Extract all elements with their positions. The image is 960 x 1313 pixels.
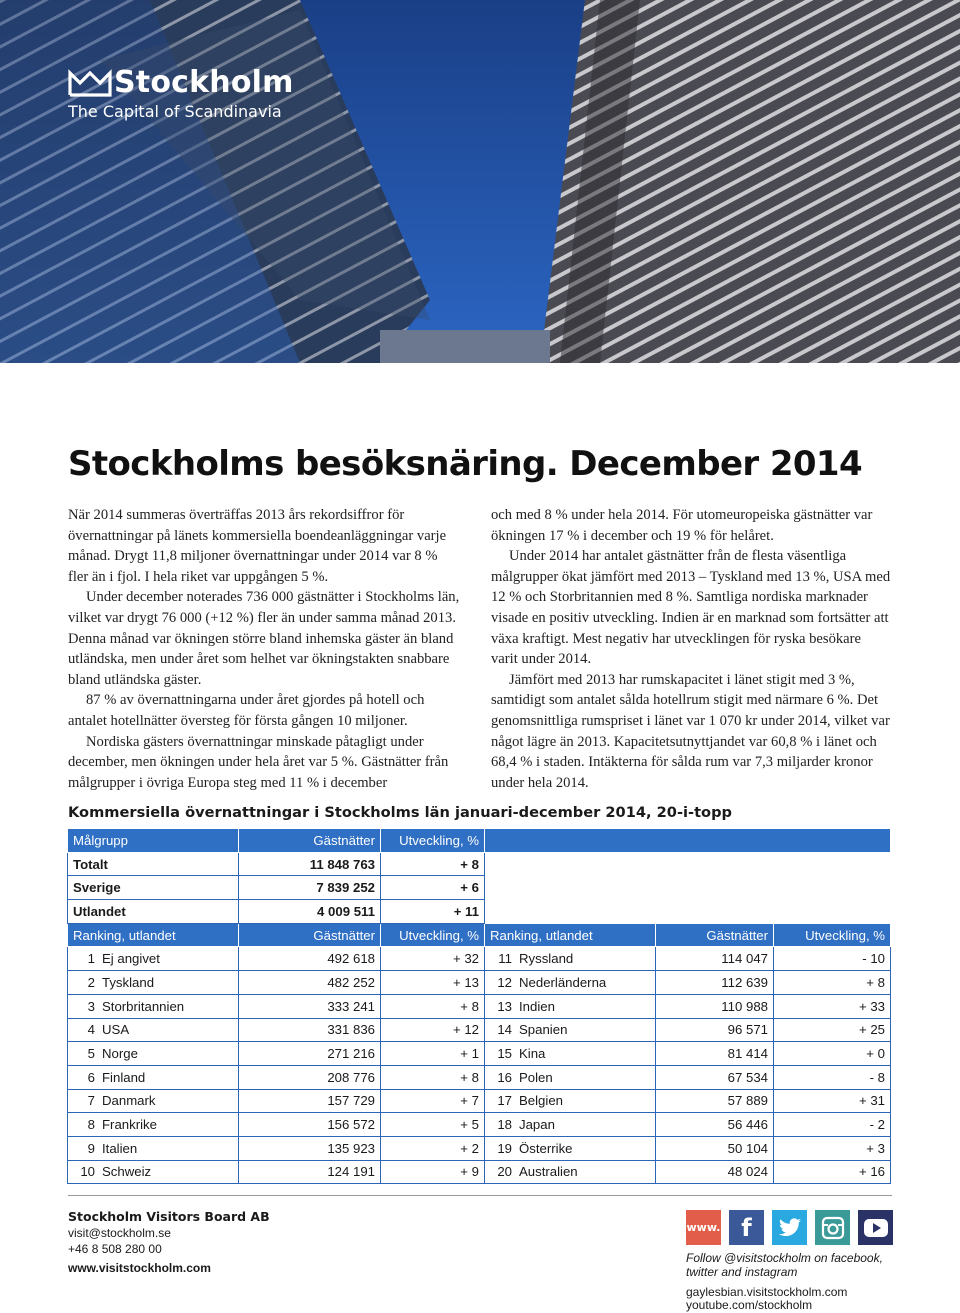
- nights-cell: 135 923: [239, 1136, 381, 1160]
- country-name: Spanien: [519, 1022, 568, 1038]
- country-name: Kina: [519, 1046, 546, 1062]
- header-cell-empty: [485, 829, 891, 853]
- country-cell: [485, 1113, 656, 1137]
- nights-cell: 333 241: [239, 994, 381, 1018]
- body-column-right: [491, 505, 891, 793]
- country-name: USA: [102, 1022, 130, 1038]
- dev-cell: + 12: [381, 1018, 485, 1042]
- country-cell: [68, 1160, 239, 1184]
- org-name: Stockholm Visitors Board AB: [68, 1209, 270, 1224]
- dev-cell: + 8: [774, 971, 891, 995]
- facebook-icon[interactable]: f: [729, 1210, 764, 1245]
- ranking-header-dev: Utveckling, %: [381, 923, 485, 947]
- country-cell: [485, 1089, 656, 1113]
- rank-number: 5: [87, 1046, 95, 1062]
- rank-number: 3: [87, 998, 95, 1014]
- table-title: Kommersiella övernattningar i Stockholms län januari-december 2014, 20-i-topp: [68, 804, 732, 821]
- summary-name: Sverige: [68, 876, 239, 900]
- brand-name: Stockholm: [114, 65, 294, 100]
- table-row: [68, 947, 891, 971]
- rank-number: 16: [497, 1069, 512, 1085]
- nights-cell: 157 729: [239, 1089, 381, 1113]
- ranking-header-row: [68, 923, 891, 947]
- site-link[interactable]: youtube.com/stockholm: [686, 1298, 813, 1312]
- dev-cell: + 13: [381, 971, 485, 995]
- phone-number: +46 8 508 280 00: [68, 1242, 162, 1256]
- country-cell: [485, 1136, 656, 1160]
- nights-cell: 124 191: [239, 1160, 381, 1184]
- footer-contact: [68, 1209, 270, 1276]
- country-name: Indien: [519, 998, 555, 1014]
- dev-cell: - 10: [774, 947, 891, 971]
- header-cell-group: Målgrupp: [68, 829, 239, 853]
- ranking-header-group: Ranking, utlandet: [68, 923, 239, 947]
- youtube-icon[interactable]: [858, 1210, 893, 1245]
- country-name: Frankrike: [102, 1117, 157, 1133]
- dev-cell: + 31: [774, 1089, 891, 1113]
- nights-cell: 114 047: [656, 947, 774, 971]
- rank-number: 18: [497, 1117, 512, 1133]
- table-row: [68, 1160, 891, 1184]
- summary-name: Totalt: [68, 852, 239, 876]
- follow-line: Follow @visitstockholm on facebook,: [686, 1251, 883, 1265]
- nights-cell: 50 104: [656, 1136, 774, 1160]
- overnight-stays-table: [67, 828, 891, 1184]
- table-row: [68, 1136, 891, 1160]
- summary-nights: 11 848 763: [239, 852, 381, 876]
- country-name: Japan: [519, 1117, 555, 1133]
- dev-cell: + 25: [774, 1018, 891, 1042]
- summary-row: [68, 900, 891, 924]
- nights-cell: 96 571: [656, 1018, 774, 1042]
- country-name: Italien: [102, 1140, 138, 1156]
- rank-number: 17: [497, 1093, 512, 1109]
- country-name: Norge: [102, 1046, 138, 1062]
- site-link[interactable]: gaylesbian.visitstockholm.com: [686, 1285, 848, 1299]
- nights-cell: 156 572: [239, 1113, 381, 1137]
- summary-dev: + 8: [381, 852, 485, 876]
- empty-cell: [485, 876, 891, 900]
- social-icons: [686, 1210, 901, 1245]
- table-row: [68, 1089, 891, 1113]
- country-name: Schweiz: [102, 1164, 152, 1180]
- dev-cell: + 9: [381, 1160, 485, 1184]
- dev-cell: + 0: [774, 1042, 891, 1066]
- summary-row: [68, 852, 891, 876]
- summary-dev: + 11: [381, 900, 485, 924]
- nights-cell: 492 618: [239, 947, 381, 971]
- country-name: Ej angivet: [102, 951, 160, 967]
- paragraph: Jämfört med 2013 har rumskapacitet i länet stigit med 3 %, samtidigt som antalet sålda hotellrum stigit med närmare 6 %. Det genomsnittliga rumspriset i länet var 1 070 kr under 2014, vilket var något lägre än 2013. Kapacitetsutnyttjandet var 60,8 % i länet och 68,4 % i staden. Intäkterna för sålda rum var 7,3 miljarder kronor under hela 2014.: [491, 671, 890, 791]
- website-link[interactable]: www.visitstockholm.com: [68, 1261, 211, 1275]
- footer-divider: [68, 1195, 892, 1196]
- country-cell: [68, 1065, 239, 1089]
- summary-name: Utlandet: [68, 900, 239, 924]
- country-name: Belgien: [519, 1093, 563, 1109]
- country-cell: [485, 1160, 656, 1184]
- country-cell: [68, 947, 239, 971]
- country-name: Tyskland: [102, 974, 155, 990]
- page-title: Stockholms besöksnäring. December 2014: [68, 444, 863, 484]
- rank-number: 19: [497, 1140, 512, 1156]
- rank-number: 1: [87, 951, 95, 967]
- dev-cell: - 2: [774, 1113, 891, 1137]
- nights-cell: 482 252: [239, 971, 381, 995]
- table-row: [68, 1113, 891, 1137]
- country-name: Storbritannien: [102, 998, 185, 1014]
- country-name: Australien: [519, 1164, 578, 1180]
- table-row: [68, 994, 891, 1018]
- nights-cell: 57 889: [656, 1089, 774, 1113]
- paragraph: 87 % av övernattningarna under året gjordes på hotell och antalet hotellnätter översteg för första gången 10 miljoner.: [68, 692, 425, 729]
- nights-cell: 81 414: [656, 1042, 774, 1066]
- table-row: [68, 1042, 891, 1066]
- dev-cell: + 2: [381, 1136, 485, 1160]
- nights-cell: 112 639: [656, 971, 774, 995]
- nights-cell: 67 534: [656, 1065, 774, 1089]
- follow-text: [686, 1252, 883, 1279]
- country-name: Nederländerna: [519, 974, 607, 990]
- rank-number: 20: [497, 1164, 512, 1180]
- hero-photo: [0, 0, 960, 363]
- country-name: Polen: [519, 1069, 553, 1085]
- paragraph: Under 2014 har antalet gästnätter från de flesta väsentliga målgrupper ökat jämfört med 2013 – Tyskland med 13 %, USA med 12 % och Storbritannien med 8 %. Samtliga nordiska marknader visade en positiv utveckling. Indien är en marknad som fortsätter att växa kraftigt. Mest negativ har utvecklingen för ryska besökare varit under 2014.: [491, 548, 891, 668]
- nights-cell: 208 776: [239, 1065, 381, 1089]
- rank-number: 9: [87, 1140, 95, 1156]
- country-cell: [68, 1089, 239, 1113]
- dev-cell: + 8: [381, 1065, 485, 1089]
- country-cell: [68, 994, 239, 1018]
- nights-cell: 48 024: [656, 1160, 774, 1184]
- summary-dev: + 6: [381, 876, 485, 900]
- dev-cell: + 32: [381, 947, 485, 971]
- rank-number: 15: [497, 1046, 512, 1062]
- country-name: Finland: [102, 1069, 146, 1085]
- www-icon[interactable]: www.: [686, 1210, 721, 1245]
- rank-number: 13: [497, 998, 512, 1014]
- nights-cell: 331 836: [239, 1018, 381, 1042]
- dev-cell: - 8: [774, 1065, 891, 1089]
- rank-number: 12: [497, 974, 512, 990]
- empty-cell: [485, 900, 891, 924]
- empty-cell: [485, 852, 891, 876]
- country-cell: [68, 1136, 239, 1160]
- rank-number: 10: [80, 1164, 95, 1180]
- rank-number: 14: [497, 1022, 512, 1038]
- crown-icon: [68, 69, 112, 97]
- country-cell: [68, 1113, 239, 1137]
- email-link[interactable]: visit@stockholm.se: [68, 1226, 171, 1240]
- ranking-header-dev: Utveckling, %: [774, 923, 891, 947]
- country-cell: [485, 1018, 656, 1042]
- body-column-left: [68, 505, 460, 793]
- paragraph: Nordiska gästers övernattningar minskade påtagligt under december, men ökningen under hela året var 5 %. Gästnätter från målgrupper i övriga Europa steg med 11 % i december: [68, 733, 449, 791]
- dev-cell: + 1: [381, 1042, 485, 1066]
- rank-number: 7: [87, 1093, 95, 1109]
- country-cell: [68, 1042, 239, 1066]
- dev-cell: + 7: [381, 1089, 485, 1113]
- table-header-row: [68, 829, 891, 853]
- country-cell: [485, 947, 656, 971]
- follow-line: twitter and instagram: [686, 1264, 798, 1279]
- dev-cell: + 5: [381, 1113, 485, 1137]
- nights-cell: 271 216: [239, 1042, 381, 1066]
- paragraph: När 2014 summeras överträffas 2013 års rekordsiffror för övernattningar på länets kommersiella boendeanläggningar varje månad. Drygt 11,8 miljoner övernattningar under 2014 var 8 % fler än i fjol. I hela riket var uppgången 5 %.: [68, 507, 447, 585]
- table-row: [68, 1065, 891, 1089]
- country-cell: [485, 971, 656, 995]
- paragraph: och med 8 % under hela 2014. För utomeuropeiska gästnätter var ökningen 17 % i december och 19 % för helåret.: [491, 507, 873, 544]
- summary-nights: 4 009 511: [239, 900, 381, 924]
- header-cell-nights: Gästnätter: [239, 829, 381, 853]
- country-name: Österrike: [519, 1140, 573, 1156]
- paragraph: Under december noterades 736 000 gästnätter i Stockholms län, vilket var drygt 76 000 (+12 %) fler än under samma månad 2013. Denna månad var ökningen större bland inhemska gäster än bland utländska, men under året som helhet var ökningstakten snabbare bland utländska gäster.: [68, 589, 460, 688]
- ranking-header-nights: Gästnätter: [656, 923, 774, 947]
- country-cell: [485, 994, 656, 1018]
- dev-cell: + 33: [774, 994, 891, 1018]
- summary-nights: 7 839 252: [239, 876, 381, 900]
- brand-logo: [68, 65, 294, 121]
- summary-row: [68, 876, 891, 900]
- nights-cell: 56 446: [656, 1113, 774, 1137]
- country-cell: [485, 1065, 656, 1089]
- ranking-header-group: Ranking, utlandet: [485, 923, 656, 947]
- twitter-icon[interactable]: [772, 1210, 807, 1245]
- table-row: [68, 1018, 891, 1042]
- brand-tagline: The Capital of Scandinavia: [68, 102, 282, 121]
- header-cell-dev: Utveckling, %: [381, 829, 485, 853]
- footer-sites: [686, 1286, 847, 1312]
- dev-cell: + 8: [381, 994, 485, 1018]
- hero-illustration: [0, 0, 960, 363]
- country-cell: [68, 1018, 239, 1042]
- rank-number: 11: [498, 951, 512, 967]
- country-name: Ryssland: [519, 951, 574, 967]
- rank-number: 8: [87, 1117, 95, 1133]
- dev-cell: + 3: [774, 1136, 891, 1160]
- country-name: Danmark: [102, 1093, 156, 1109]
- rank-number: 6: [87, 1069, 95, 1085]
- table-row: [68, 971, 891, 995]
- instagram-icon[interactable]: [815, 1210, 850, 1245]
- country-cell: [68, 971, 239, 995]
- rank-number: 2: [87, 974, 95, 990]
- nights-cell: 110 988: [656, 994, 774, 1018]
- dev-cell: + 16: [774, 1160, 891, 1184]
- rank-number: 4: [87, 1022, 95, 1038]
- ranking-header-nights: Gästnätter: [239, 923, 381, 947]
- country-cell: [485, 1042, 656, 1066]
